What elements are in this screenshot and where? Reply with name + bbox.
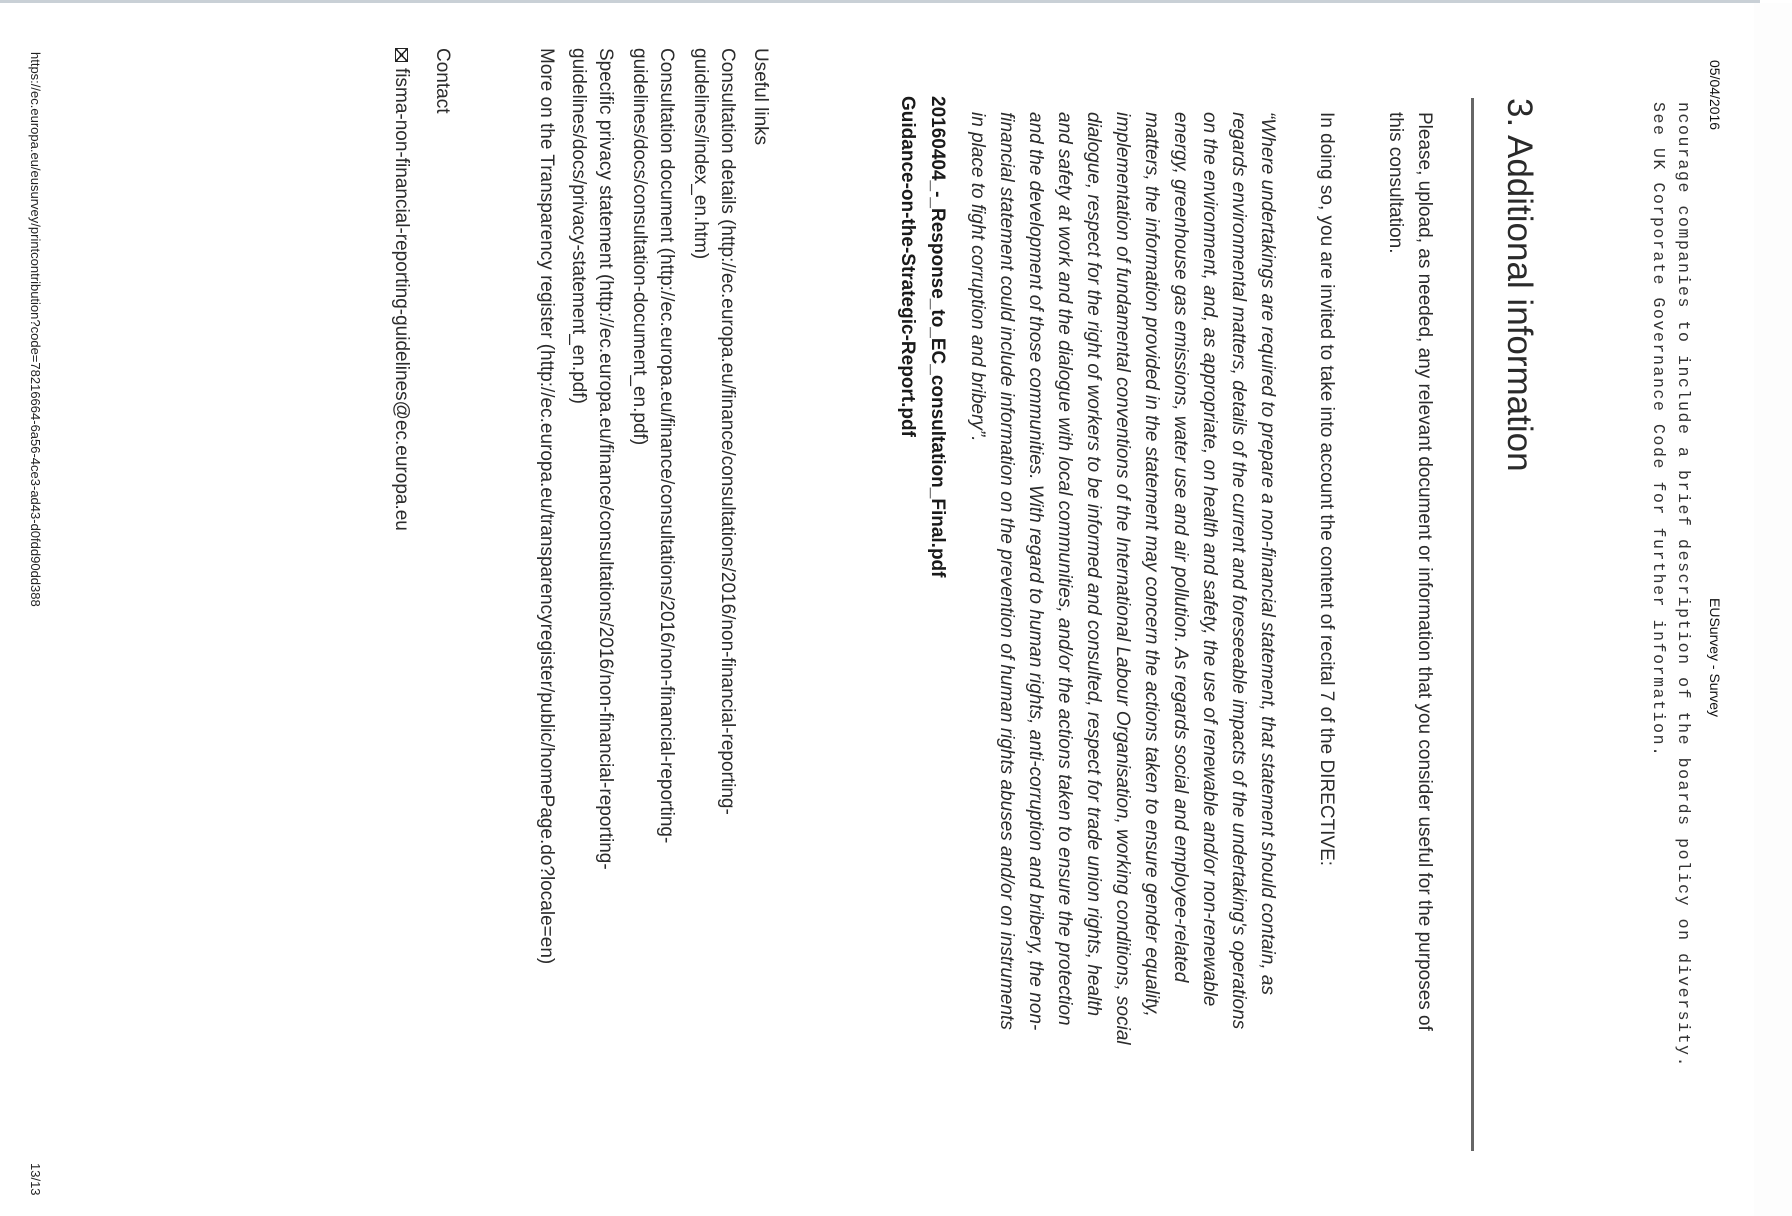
quote-line: energy, greenhouse gas emissions, water use and air pollution. As regards social and employee-related: [1170, 112, 1191, 983]
print-date: 05/04/2016: [1707, 60, 1723, 131]
quote-line: and safety at work and the dialogue with local communities, and/or the actions taken to ensure the protection: [1054, 112, 1075, 1026]
quote-line: regards environmental matters, details of the current and foreseeable impacts of the undertaking's operations: [1228, 112, 1249, 1030]
intro-line: this consultation.: [1385, 112, 1406, 254]
quote-line: matters, the information provided in the statement may concern the actions taken to ensure gender equality,: [1141, 112, 1162, 1017]
intro-paragraph: [1381, 112, 1439, 1031]
quote-line: “Where undertakings are required to prepare a non-financial statement, that statement should contain, as: [1257, 112, 1278, 995]
directive-quote: [963, 112, 1282, 1045]
useful-link-consultation-details-cont[interactable]: guidelines/index_en.htm): [690, 48, 711, 260]
uploaded-file-link[interactable]: Guidance-on-the-Strategic-Report.pdf: [897, 96, 918, 437]
uploaded-file-link[interactable]: 20160404_-_Response_to_EC_consultation_Final.pdf: [927, 96, 948, 578]
invite-line: In doing so, you are invited to take into account the content of recital 7 of the DIRECTIVE:: [1316, 112, 1337, 867]
contact-email[interactable]: [387, 48, 416, 531]
useful-link-privacy-statement[interactable]: Specific privacy statement (http://ec.europa.eu/finance/consultations/2016/non-financial-reporting-: [595, 48, 616, 870]
useful-link-privacy-statement-cont[interactable]: guidelines/docs/privacy-statement_en.pdf): [568, 48, 589, 404]
quote-line: on the environment, and, as appropriate, on health and safety, the use of renewable and/or non-renewable: [1199, 112, 1220, 1007]
section-heading: 3. Additional information: [1500, 98, 1539, 472]
carryover-line-1: ncourage companies to include a brief description of the boards policy on diversity.: [1674, 102, 1693, 1069]
useful-link-consultation-document[interactable]: Consultation document (http://ec.europa.eu/finance/consultations/2016/non-financial-reporting-: [656, 48, 677, 844]
page-number: 13/13: [28, 1163, 43, 1196]
intro-line: Please, upload, as needed, any relevant document or information that you consider useful for the purposes of: [1414, 112, 1435, 1031]
carryover-line-2: See UK Corporate Governance Code for further information.: [1649, 102, 1668, 758]
useful-link-consultation-details[interactable]: Consultation details (http://ec.europa.eu/finance/consultations/2016/non-financial-reporting-: [717, 48, 738, 815]
print-title: EUSurvey - Survey: [1707, 598, 1723, 718]
quote-line: in place to fight corruption and bribery”.: [967, 112, 988, 442]
useful-links-heading: Useful links: [750, 48, 771, 146]
contact-heading: Contact: [432, 48, 453, 114]
contact-email-address[interactable]: fisma-non-financial-reporting-guidelines@ec.europa.eu: [391, 68, 412, 531]
envelope-icon: [395, 48, 408, 62]
useful-link-consultation-document-cont[interactable]: guidelines/docs/consultation-document_en.pdf): [629, 48, 650, 446]
scan-margin: [1754, 3, 1792, 1216]
quote-line: implementation of fundamental conventions of the International Labour Organisation, working conditions, social: [1112, 112, 1133, 1045]
print-url: https://ec.europa.eu/eusurvey/printcontribution?code=78216664-6a56-4ce3-ad43-d0fdd90dd388: [28, 52, 43, 607]
heading-divider: [1471, 98, 1474, 1151]
useful-links-list: [532, 48, 742, 964]
quote-line: financial statement could include information on the prevention of human rights abuses and/or on instruments: [996, 112, 1017, 1030]
useful-link-transparency-register[interactable]: More on the Transparency register (http://ec.europa.eu/transparencyregister/public/homePage.do?locale=en): [536, 48, 557, 965]
quote-line: and the development of those communities. With regard to human rights, anti-corruption and bribery, the non-: [1025, 112, 1046, 1031]
quote-line: dialogue, respect for the right of workers to be informed and consulted, respect for trade union rights, health: [1083, 112, 1104, 1017]
